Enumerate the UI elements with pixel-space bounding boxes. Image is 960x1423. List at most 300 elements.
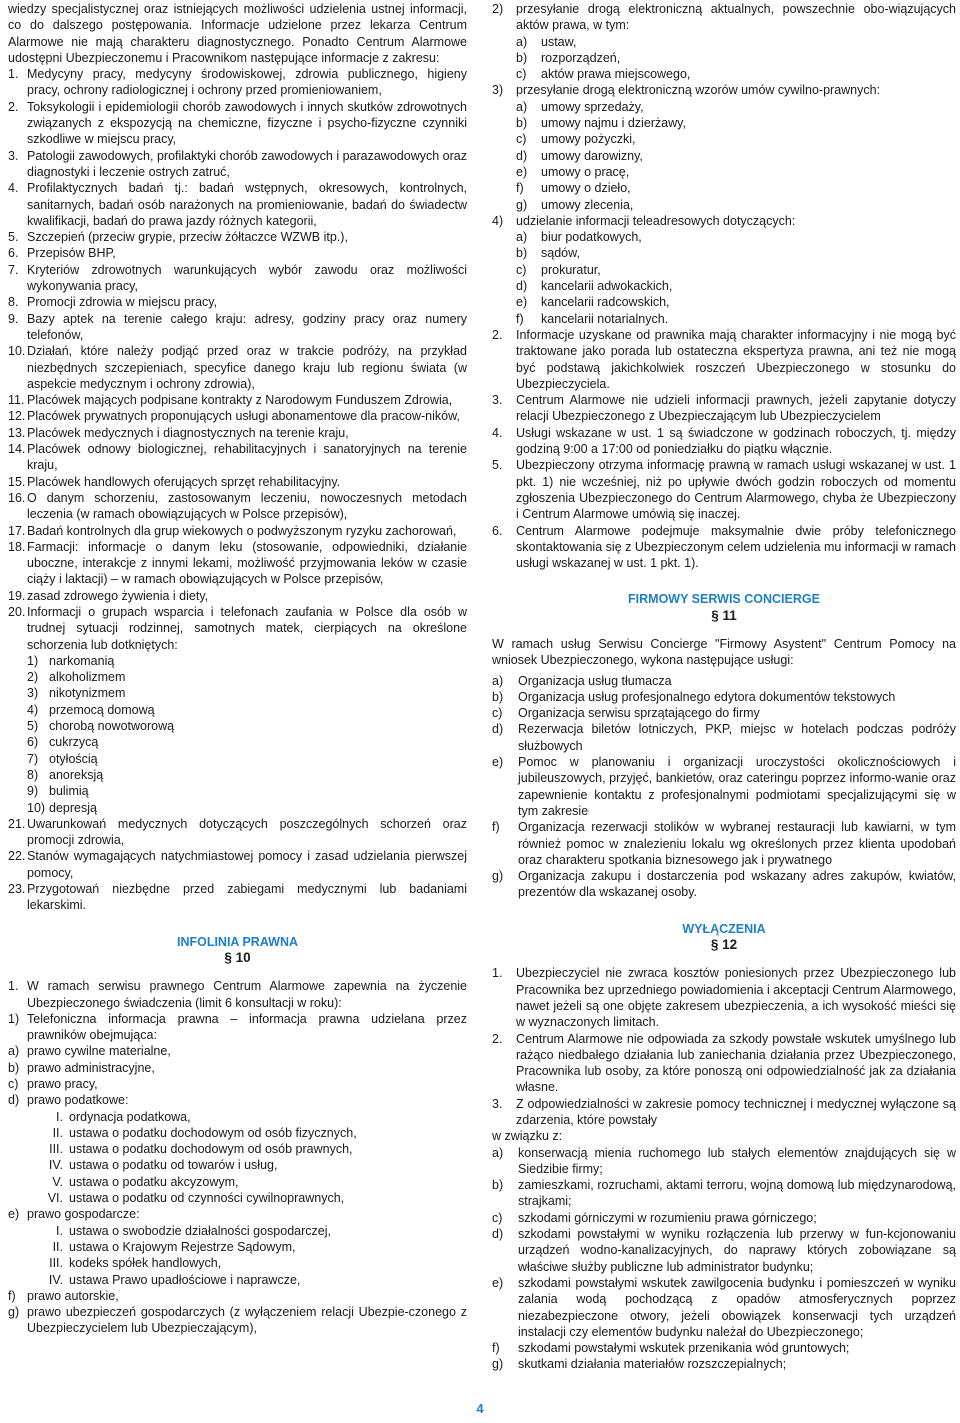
list-item — [492, 1210, 956, 1226]
item-marker: 11. — [8, 393, 25, 408]
list-item — [8, 669, 467, 685]
item-marker: I. — [56, 1223, 63, 1238]
item-text: Uwarunkowań medycznych dotyczących poszczególnych schorzeń oraz promocji zdrowia, — [27, 816, 467, 848]
item-text: umowy o dzieło, — [541, 181, 631, 196]
list-item — [8, 1174, 467, 1190]
item-marker: g) — [492, 1357, 504, 1372]
page-number: 4 — [476, 1401, 484, 1416]
list-item — [8, 1157, 467, 1173]
list-item — [8, 702, 467, 718]
item-text: rozporządzeń, — [541, 50, 621, 65]
item-marker: 3. — [492, 393, 503, 408]
item-text: umowy najmu i dzierżawy, — [541, 116, 686, 131]
item-text: chorobą nowotworową — [49, 719, 175, 734]
list-item — [8, 1206, 467, 1222]
list-item — [492, 82, 956, 98]
item-marker: 22. — [8, 849, 26, 864]
item-text: przesyłanie drogą elektroniczną aktualnych, powszechnie obo-wiązujących aktów prawa, w tym: — [516, 2, 956, 33]
item-text: W ramach serwisu prawnego Centrum Alarmowe zapewnia na życzenie Ubezpieczonego świadczenia (limit 6 konsultacji w roku): — [27, 979, 467, 1010]
left-column — [8, 1, 467, 1337]
item-marker: d) — [516, 279, 528, 294]
list-item — [8, 148, 467, 181]
item-marker: 21. — [8, 816, 26, 831]
item-text: otyłością — [49, 751, 98, 766]
item-text: konserwacją mienia ruchomego lub stałych elementów znajdujących się w Siedzibie firmy; — [518, 1145, 956, 1176]
item-text: Przygotowań niezbędne przed zabiegami medycznymi lub badaniami lekarskimi. — [27, 882, 467, 913]
list-item — [8, 1239, 467, 1255]
list-item — [492, 705, 956, 721]
list-item — [492, 523, 956, 572]
item-marker: d) — [8, 1093, 20, 1108]
item-text: szkodami powstałymi w wyniku rozłączenia lub przerwy w fun-kcjonowaniu urządzeń wodno-kanalizacyjnych, do naprawy których zobowiązane są właściwe służby publiczne lub administrator budynku; — [518, 1227, 956, 1274]
concierge-intro: W ramach usług Serwisu Concierge "Firmowy Asystent" Centrum Pomocy na wniosek Ubezpieczonego, wykona następujące usługi: — [492, 636, 956, 668]
item-text: Ubezpieczony otrzyma informację prawną w ramach usługi wskazanej w ust. 1 pkt. 1) nie wcześniej, niż po upływie dwóch godzin roboczych od momentu zgłoszenia Ubezpieczonego do Centrum Alarmowego, chyba że Ubezpieczony i Centrum Alarmowe umówią się inaczej. — [516, 458, 956, 522]
item-marker: 16. — [8, 490, 26, 505]
item-marker: f) — [516, 311, 524, 326]
list-item — [8, 978, 467, 1011]
item-marker: 5. — [8, 230, 19, 245]
section-title: INFOLINIA PRAWNA — [176, 934, 299, 949]
item-text: zasad zdrowego żywienia i diety, — [27, 588, 209, 603]
item-marker: e) — [492, 755, 504, 770]
item-marker: 1) — [27, 653, 39, 668]
list-item — [8, 1223, 467, 1239]
item-marker: IV. — [48, 1158, 63, 1173]
list-item — [8, 1043, 467, 1059]
item-marker: c) — [8, 1077, 19, 1091]
item-text: Kryteriów zdrowotnych warunkujących wybór zawodu oraz możliwości wykonywania pracy, — [27, 262, 467, 294]
item-marker: e) — [516, 164, 528, 179]
item-marker: 1. — [492, 966, 503, 981]
item-marker: g) — [516, 197, 528, 212]
item-marker: 4) — [27, 702, 39, 717]
item-marker: f) — [8, 1288, 16, 1303]
item-text: sądów, — [541, 246, 580, 261]
list-item — [8, 262, 467, 295]
list-item — [8, 783, 467, 799]
item-marker: 10) — [27, 800, 46, 815]
item-marker: e) — [516, 295, 528, 310]
item-text: cukrzycą — [49, 735, 99, 750]
item-marker: 7. — [8, 262, 19, 277]
list-item — [8, 1060, 467, 1076]
list-item — [8, 425, 467, 441]
item-marker: I. — [56, 1109, 63, 1124]
item-text: kancelarii adwokackich, — [541, 279, 673, 294]
item-text: przesyłanie drogą elektroniczną wzorów umów cywilno-prawnych: — [516, 83, 881, 98]
list-item — [8, 767, 467, 783]
item-text: szkodami powstałymi wskutek przenikania wód gruntowych; — [518, 1341, 850, 1356]
item-marker: c) — [516, 262, 527, 277]
item-text: Organizacja serwisu sprzątającego do firmy — [518, 706, 760, 721]
list-item — [492, 278, 956, 294]
item-marker: e) — [492, 1275, 504, 1290]
item-text: Centrum Alarmowe podejmuje maksymalnie dwie próby telefonicznego skontaktowania się z Ubezpieczonym celem udzielenia mu informacji w ramach usługi wskazanej w ust. 1 pkt. 1). — [516, 523, 956, 571]
paragraph-number: § 11 — [711, 607, 737, 623]
item-marker: d) — [492, 1227, 504, 1242]
item-marker: III. — [49, 1256, 63, 1271]
list-item — [492, 1275, 956, 1340]
list-item — [492, 131, 956, 147]
item-text: skutkami działania materiałów rozszczepialnych; — [518, 1357, 787, 1372]
address-info-list — [492, 229, 956, 327]
list-item — [492, 50, 956, 66]
list-item — [492, 673, 956, 689]
exclusions-list — [492, 965, 956, 1128]
item-text: umowy darowizny, — [541, 148, 643, 163]
item-marker: 5. — [492, 458, 503, 473]
item-text: alkoholizmem — [49, 670, 126, 685]
list-item — [492, 819, 956, 868]
item-marker: 13. — [8, 425, 26, 440]
item-marker: a) — [8, 1044, 20, 1059]
list-item — [492, 294, 956, 310]
list-item — [8, 604, 467, 653]
concierge-services-list — [492, 673, 956, 901]
item-marker: 1. — [8, 979, 19, 994]
list-item — [492, 66, 956, 82]
list-item — [8, 229, 467, 245]
item-text: aktów prawa miejscowego, — [541, 67, 691, 82]
item-text: umowy pożyczki, — [541, 132, 636, 147]
item-text: ustawa o podatku akcyzowym, — [69, 1174, 239, 1189]
list-item — [8, 1255, 467, 1271]
item-marker: a) — [516, 99, 528, 114]
item-marker: 17. — [8, 523, 26, 538]
list-item — [8, 1288, 467, 1304]
list-item — [8, 1109, 467, 1125]
list-item — [492, 180, 956, 196]
item-text: Z odpowiedzialności w zakresie pomocy technicznej i medycznej wyłączone są zdarzenia, które powstały — [516, 1096, 956, 1127]
item-marker: b) — [516, 246, 528, 261]
item-text: prawo ubezpieczeń gospodarczych (z wyłączeniem relacji Ubezpie-czonego z Ubezpieczycielem lub Ubezpieczającym), — [27, 1305, 467, 1336]
list-item — [8, 848, 467, 881]
item-text: Farmacji: informacje o danym leku (stosowanie, odpowiedniki, działanie uboczne, interakcje z innymi lekami, możliwość przyjmowania leków w czasie ciąży i laktacji) – w ramach obowiązujących w Polsce przepisów, — [27, 539, 467, 587]
item-marker: II. — [52, 1239, 63, 1254]
section-11-heading — [492, 591, 956, 624]
item-text: Przepisów BHP, — [27, 246, 116, 261]
item-text: Placówek medycznych i diagnostycznych na terenie kraju, — [27, 425, 349, 440]
item-text: Medycyny pracy, medycyny środowiskowej, zdrowia publicznego, higieny pracy, ochrony radiologicznej i ochrony przed promieniowaniem, — [27, 67, 467, 98]
list-item — [492, 1031, 956, 1096]
list-item — [8, 490, 467, 523]
item-text: umowy o pracę, — [541, 164, 630, 179]
item-marker: 12. — [8, 409, 26, 424]
item-text: narkomanią — [49, 653, 115, 668]
item-marker: 8. — [8, 295, 19, 310]
list-item — [8, 734, 467, 750]
item-text: Informacje uzyskane od prawnika mają charakter informacyjny i nie mogą być traktowane jako porada lub ostateczna ekspertyza prawna, ani też nie mogą być podstawą jakichkolwiek roszczeń Ubezpieczonego w stosunku do Ubezpieczyciela. — [516, 327, 956, 391]
item-text: nikotynizmem — [49, 686, 126, 701]
list-item — [8, 1190, 467, 1206]
item-text: Centrum Alarmowe nie udzieli informacji prawnych, jeżeli zapytanie dotyczy relacji Ubezpieczonego z Ubezpieczającym lub Ubezpieczycielem — [516, 393, 956, 424]
item-marker: e) — [8, 1207, 20, 1222]
item-text: ustaw, — [541, 34, 577, 49]
item-marker: 3) — [27, 686, 39, 701]
item-text: udzielanie informacji teleadresowych dotyczących: — [516, 213, 796, 228]
item-marker: f) — [492, 820, 500, 835]
list-item — [8, 1092, 467, 1108]
list-item — [492, 164, 956, 180]
item-text: prokuratur, — [541, 262, 601, 277]
item-marker: 9. — [8, 311, 19, 326]
list-item — [8, 474, 467, 490]
item-marker: V. — [52, 1174, 63, 1189]
item-marker: 7) — [27, 751, 39, 766]
item-marker: 2. — [492, 1031, 503, 1046]
list-item — [8, 588, 467, 604]
list-item — [8, 441, 467, 474]
list-item — [492, 1340, 956, 1356]
item-marker: 6. — [8, 246, 19, 261]
item-text: szkodami powstałymi wskutek zawilgocenia budynku i pomieszczeń w wyniku zalania wodą pochodzącą z opadów atmosferycznych poprzez niezabezpieczone otwory, jeżeli obowiązek konserwacji tych urządzeń instalacji czy elementów budynku należał do Ubezpieczonego; — [518, 1275, 956, 1339]
list-item — [492, 327, 956, 392]
list-item — [8, 343, 467, 392]
item-marker: f) — [492, 1341, 500, 1356]
item-text: prawo autorskie, — [27, 1288, 119, 1303]
item-text: O danym schorzeniu, zastosowanym leczeniu, nowoczesnych metodach leczenia (w ramach obowiązujących w Polsce przepisów), — [27, 490, 467, 522]
item-text: Telefoniczna informacja prawna – informacja prawna udzielana przez prawników obejmująca: — [27, 1011, 467, 1043]
info-list — [8, 66, 467, 653]
section-12-heading — [492, 921, 956, 954]
list-item — [8, 653, 467, 669]
list-item — [492, 1226, 956, 1275]
list-item — [8, 294, 467, 310]
item-marker: 9) — [27, 784, 39, 799]
list-item — [492, 965, 956, 1030]
exclusion-causes-list — [492, 1145, 956, 1373]
item-text: umowy zlecenia, — [541, 197, 634, 212]
item-marker: 4) — [492, 213, 504, 228]
item-marker: 8) — [27, 767, 39, 782]
list-item — [492, 392, 956, 425]
item-text: Organizacja usług tłumacza — [518, 673, 672, 688]
section-title: WYŁĄCZENIA — [682, 921, 766, 936]
item-text: prawo cywilne materialne, — [27, 1044, 171, 1059]
item-text: ustawa o podatku dochodowym od osób fizycznych, — [69, 1125, 357, 1140]
item-text: Toksykologii i epidemiologii chorób zawodowych i innych skutków zdrowotnych związanych z ekspozycją na chemiczne, fizyczne i psycho-fizyczne czynniki szkodliwe w miejscu pracy, — [27, 99, 467, 147]
list-item — [492, 1145, 956, 1178]
item-text: kodeks spółek handlowych, — [69, 1256, 222, 1271]
item-marker: a) — [492, 673, 504, 688]
item-text: kancelarii radcowskich, — [541, 295, 670, 310]
item-text: Ubezpieczyciel nie zwraca kosztów poniesionych przez Ubezpieczonego lub Pracownika bez uprzedniego powiadomienia i akceptacji Centrum Alarmowego, nawet jeżeli są one objęte zakresem ubezpieczenia, a ich wysokość mieści się w wyznaczonych limitach. — [516, 966, 956, 1030]
item-marker: d) — [516, 148, 528, 163]
list-item — [492, 754, 956, 819]
item-text: Stanów wymagających natychmiastowej pomocy i zasad udzielania pierwszej pomocy, — [27, 849, 467, 880]
item-marker: 18. — [8, 539, 26, 554]
item-text: Pomoc w planowaniu i organizacji uroczystości okolicznościowych i jubileuszowych, przyjęć, bankietów, oraz cateringu poprzez informo-wanie oraz zapewnienie kontaktu z profesjonalnymi podmiotami specjalizującymi się w tym zakresie — [518, 755, 956, 818]
item-marker: a) — [516, 34, 528, 49]
list-item — [492, 1096, 956, 1129]
item-marker: 5) — [27, 719, 39, 734]
list-item — [492, 229, 956, 245]
list-item — [492, 213, 956, 229]
list-item — [492, 1, 956, 34]
list-item — [8, 1272, 467, 1288]
item-text: umowy sprzedaży, — [541, 99, 644, 114]
item-marker: 6) — [27, 735, 39, 750]
list-item — [8, 245, 467, 261]
contract-templates-list — [492, 99, 956, 213]
list-item — [492, 868, 956, 901]
item-text: Informacji o grupach wsparcia i telefonach zaufania w Polsce dla osób w trudnej sytuacji rodzinnej, samotnych matek, cierpiących na określone schorzenia lub dotkniętych: — [27, 604, 467, 652]
item-text: prawo pracy, — [27, 1077, 98, 1091]
item-text: Placówek mających podpisane kontrakty z Narodowym Funduszem Zdrowia, — [27, 393, 453, 408]
intro-paragraph: wiedzy specjalistycznej oraz istniejących możliwości udzielenia ustnej informacji, co do dalszego postępowania. Informacje udzielone przez lekarza Centrum Alarmowe nie mają charakteru diagnostycznego. Ponadto Centrum Alarmowe udostępni Ubezpieczonemu i Pracownikom następujące informacje z zakresu: — [8, 2, 467, 65]
item-text: kancelarii notarialnych. — [541, 311, 669, 326]
item-marker: c) — [516, 132, 527, 147]
item-text: przemocą domową — [49, 702, 155, 717]
item-text: Usługi wskazane w ust. 1 są świadczone w godzinach roboczych, tj. między godziną 9:00 a 17:00 od poniedziałku do piątku włącznie. — [516, 425, 956, 457]
list-item — [492, 721, 956, 754]
item-text: depresją — [49, 800, 97, 815]
item-text: prawo gospodarcze: — [27, 1207, 140, 1222]
list-item — [492, 148, 956, 164]
item-marker: 3. — [492, 1096, 503, 1111]
item-marker: III. — [49, 1142, 63, 1157]
list-item — [8, 881, 467, 914]
item-text: ustawa Prawo upadłościowe i naprawcze, — [69, 1272, 301, 1287]
list-item — [8, 1141, 467, 1157]
item-marker: g) — [492, 869, 504, 884]
item-marker: 2) — [492, 2, 504, 16]
item-text: Szczepień (przeciw grypie, przeciw żółtaczce WZWB itp.), — [27, 230, 348, 245]
item-text: zamieszkami, rozruchami, aktami terroru, wojną domową lub międzynarodową, strajkami; — [518, 1178, 956, 1209]
section-10-points-list — [492, 327, 956, 571]
list-item — [8, 66, 467, 99]
item-text: Placówek odnowy biologicznej, rehabilitacyjnych i sanatoryjnych na terenie kraju, — [27, 442, 467, 473]
section-title: FIRMOWY SERWIS CONCIERGE — [628, 592, 820, 607]
item-marker: b) — [516, 50, 528, 65]
tax-law-list — [8, 1109, 467, 1207]
item-marker: c) — [492, 1210, 503, 1225]
list-item — [8, 816, 467, 849]
item-text: Działań, które należy podjąć przed oraz w trakcie podróży, na przykład niezbędnych szczepieniach, specyfice danego kraju lub regionu świata (w aspekcie medycznym i ochrony zdrowia), — [27, 344, 467, 391]
list-item — [492, 689, 956, 705]
list-item — [8, 718, 467, 734]
item-marker: a) — [516, 230, 528, 245]
list-item — [492, 245, 956, 261]
item-text: Organizacja usług profesjonalnego edytora dokumentów tekstowych — [518, 689, 896, 704]
item-text: Rezerwacja biletów lotniczych, PKP, miejsc w hotelach podczas podróży służbowych — [518, 722, 956, 753]
item-marker: 19. — [8, 588, 26, 603]
right-column — [492, 1, 956, 1373]
paragraph-number: § 12 — [710, 937, 738, 953]
list-item — [492, 425, 956, 458]
item-text: biur podatkowych, — [541, 230, 642, 245]
item-marker: 3) — [492, 83, 504, 98]
list-item — [492, 197, 956, 213]
list-item — [8, 523, 467, 539]
section-10-heading — [8, 934, 467, 967]
item-marker: f) — [516, 181, 524, 196]
economic-law-list — [8, 1223, 467, 1288]
item-marker: VI. — [47, 1191, 63, 1206]
law-areas-list-continued — [8, 1288, 467, 1337]
item-marker: 20. — [8, 604, 26, 619]
item-text: Organizacja rezerwacji stolików w wybranej restauracji lub kawiarni, w tym również pomoc w znalezieniu lokalu wg określonych przez klienta upodobań oraz charakteru spotkania biznesowego jak i prywatnego — [518, 820, 956, 867]
list-item — [8, 180, 467, 229]
item-text: Placówek handlowych oferujących sprzęt rehabilitacyjny. — [27, 474, 341, 489]
item-marker: 10. — [8, 344, 26, 359]
item-marker: 2. — [8, 99, 19, 114]
item-marker: 4. — [492, 425, 503, 440]
law-areas-list — [8, 1043, 467, 1108]
item-marker: IV. — [48, 1272, 63, 1287]
exclusions-lead-in: w związku z: — [492, 1129, 563, 1144]
paragraph-number: § 10 — [224, 949, 251, 965]
list-item — [492, 457, 956, 522]
list-item — [492, 115, 956, 131]
list-item — [8, 1011, 467, 1044]
item-marker: c) — [516, 67, 527, 82]
item-text: Organizacja zakupu i dostarczenia pod wskazany adres zakupów, kwiatów, prezentów dla wskazanej osoby. — [518, 869, 956, 900]
item-text: ustawa o Krajowym Rejestrze Sądowym, — [69, 1239, 296, 1254]
item-marker: b) — [8, 1060, 20, 1075]
list-item — [492, 262, 956, 278]
list-item — [8, 751, 467, 767]
item-marker: 1) — [8, 1011, 20, 1026]
item-marker: 6. — [492, 523, 503, 538]
item-marker: b) — [492, 1178, 504, 1193]
item-marker: 15. — [8, 474, 26, 489]
item-text: Bazy aptek na terenie całego kraju: adresy, godziny pracy oraz numery telefonów, — [27, 311, 467, 342]
item-text: prawo podatkowe: — [27, 1093, 129, 1108]
list-item — [492, 311, 956, 327]
list-item — [8, 311, 467, 344]
item-text: Placówek prywatnych proponujących usługi abonamentowe dla pracow-ników, — [27, 409, 460, 424]
info-list-continued — [8, 816, 467, 914]
item-text: prawo administracyjne, — [27, 1060, 155, 1075]
item-marker: 2. — [492, 327, 503, 342]
list-item — [8, 1125, 467, 1141]
list-item — [8, 1304, 467, 1337]
list-item — [8, 800, 467, 816]
item-text: anoreksją — [49, 767, 104, 782]
item-marker: c) — [492, 706, 503, 721]
list-item — [8, 1076, 467, 1092]
item-text: ustawa o podatku od czynności cywilnoprawnych, — [69, 1191, 345, 1206]
list-item — [492, 1177, 956, 1210]
list-item — [8, 392, 467, 408]
item-text: ordynacja podatkowa, — [69, 1109, 191, 1124]
list-item — [8, 99, 467, 148]
item-marker: 2) — [27, 670, 39, 685]
item-text: ustawa o podatku od towarów i usług, — [69, 1158, 278, 1173]
item-text: ustawa o podatku dochodowym od osób prawnych, — [69, 1142, 353, 1157]
item-marker: 4. — [8, 181, 19, 196]
item-marker: II. — [52, 1125, 63, 1140]
item-text: bulimią — [49, 784, 89, 799]
item-marker: 1. — [8, 67, 19, 82]
list-item — [8, 408, 467, 424]
item-text: Centrum Alarmowe nie odpowiada za szkody powstałe wskutek umyślnego lub rażąco niedbałego działania lub zaniechania działania przez Ubezpieczonego, Pracownika lub osoby, za które ponoszą oni odpowiedzialność jak za działania własne. — [516, 1031, 956, 1095]
item-marker: 23. — [8, 882, 26, 897]
list-item — [8, 539, 467, 588]
item-text: Patologii zawodowych, profilaktyki chorób zawodowych i parazawodowych oraz diagnostyki i leczenie ostrych zatruć, — [27, 148, 467, 179]
list-item — [492, 99, 956, 115]
list-item — [492, 1356, 956, 1372]
item-marker: d) — [492, 722, 504, 737]
item-marker: 14. — [8, 442, 26, 457]
item-text: ustawa o swobodzie działalności gospodarczej, — [69, 1223, 331, 1238]
item-text: Badań kontrolnych dla grup wiekowych o podwyższonym ryzyku zachorowań, — [27, 523, 457, 538]
list-item — [492, 34, 956, 50]
item-marker: a) — [492, 1145, 504, 1160]
list-item — [8, 685, 467, 701]
item-text: Promocji zdrowia w miejscu pracy, — [27, 295, 218, 310]
